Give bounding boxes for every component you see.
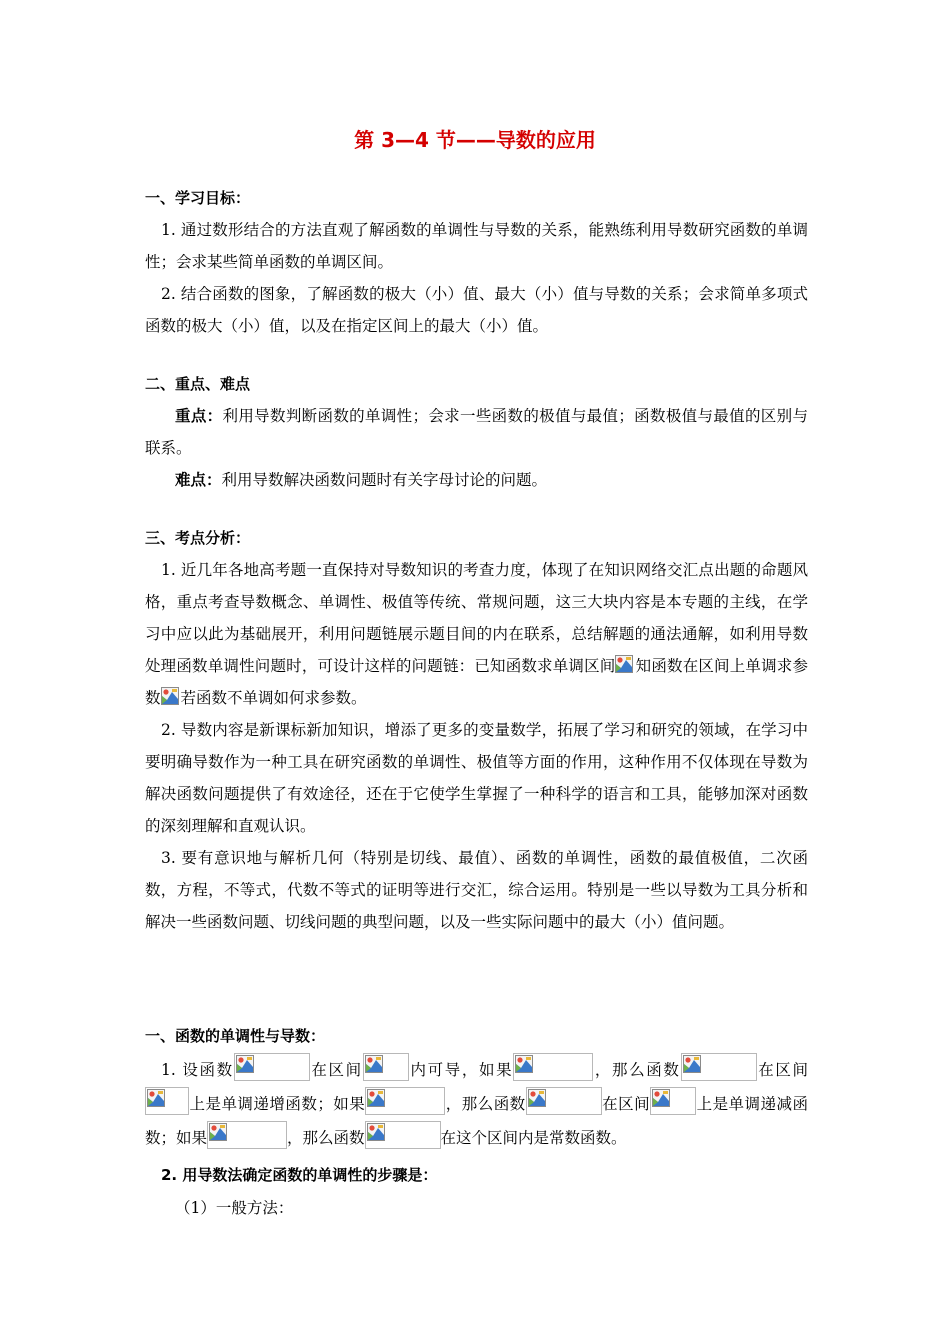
paragraph-text: ，那么函数 [445,1095,526,1113]
broken-image-icon [526,1087,602,1115]
paragraph-text: ，那么函数 [287,1129,365,1147]
broken-image-icon [234,1053,310,1081]
section-heading: 三、考点分析： [145,529,251,547]
section-analysis [145,522,808,938]
paragraph-text: 上是单调递减函数；如果 [145,1095,808,1147]
paragraph [145,464,808,496]
broken-image-icon [513,1053,593,1081]
broken-image-icon [363,1053,409,1081]
section-heading: 二、重点、难点 [145,375,251,393]
paragraph: 3. 要有意识地与解析几何（特别是切线、最值）、函数的单调性，函数的最值极值，二次函数，方程，不等式，代数不等式的证明等进行交汇，综合运用。特别是一些以导数为工具分析和解决一些函数问题、切线问题的典型问题，以及一些实际问题中的最大（小）值问题。 [145,849,808,931]
broken-image-icon [365,1121,441,1149]
broken-image-icon [681,1053,757,1081]
paragraph-text: 在区间 [309,1061,363,1079]
page-title: 第 3—4 节——导数的应用 [354,128,596,152]
paragraph [145,1053,808,1155]
section-heading: 一、函数的单调性与导数： [145,1027,326,1045]
broken-image-icon [650,1087,696,1115]
broken-image-icon [365,1087,445,1115]
broken-image-icon [161,687,181,707]
paragraph: （1）一般方法： [175,1199,294,1217]
paragraph: 2. 结合函数的图象，了解函数的极大（小）值、最大（小）值与导数的关系；会求简单多项式函数的极大（小）值，以及在指定区间上的最大（小）值。 [145,285,808,335]
paragraph [145,554,808,714]
paragraph-text: 上是单调递增函数；如果 [189,1095,366,1113]
difficulty-label: 难点： [175,471,222,489]
broken-image-icon [615,655,635,675]
paragraph-text: 在这个区间内是常数函数。 [440,1129,627,1147]
section-learning-goals [145,182,808,342]
paragraph-text: 若函数不单调如何求参数。 [180,689,367,707]
broken-image-icon [207,1121,287,1149]
key-label: 重点： [175,407,223,425]
paragraph-text: 内可导，如果 [408,1061,514,1079]
paragraph [145,400,808,464]
paragraph-text: 知函数在区间上单调求参数 [145,657,808,707]
paragraph-text: 在区间 [756,1061,808,1079]
paragraph-text: ，那么函数 [593,1061,681,1079]
section-monotonicity [145,1020,808,1225]
section-heading: 一、学习目标： [145,189,251,207]
paragraph-text: 1. 近几年各地高考题一直保持对导数知识的考查力度，体现了在知识网络交汇点出题的命题风格，重点考查导数概念、单调性、极值等传统、常规问题，这三大块内容是本专题的主线，在学习中应以此为基础展开，利用问题链展示题目间的内在联系，总结解题的通法通解，如利用导数处理函数单调性问题时，可设计这样的问题链：已知函数求单调区间 [145,561,808,675]
paragraph-text: 在区间 [601,1095,651,1113]
paragraph: 2. 导数内容是新课标新加知识，增添了更多的变量数学，拓展了学习和研究的领域，在学习中要明确导数作为一种工具在研究函数的单调性、极值等方面的作用，这种作用不仅体现在导数为解决函数问题提供了有效途径，还在于它使学生掌握了一种科学的语言和工具，能够加深对函数的深刻理解和直观认识。 [145,721,808,835]
section-key-points [145,368,808,496]
sub-heading: 2. 用导数法确定函数的单调性的步骤是： [161,1166,438,1184]
difficulty-text: 利用导数解决函数问题时有关字母讨论的问题。 [221,471,548,489]
broken-image-icon [145,1087,189,1115]
paragraph-text: 1. 设函数 [161,1061,234,1079]
key-text: 利用导数判断函数的单调性；会求一些函数的极值与最值；函数极值与最值的区别与联系。 [145,407,808,457]
paragraph: 1. 通过数形结合的方法直观了解函数的单调性与导数的关系，能熟练利用导数研究函数的单调性；会求某些简单函数的单调区间。 [145,221,808,271]
